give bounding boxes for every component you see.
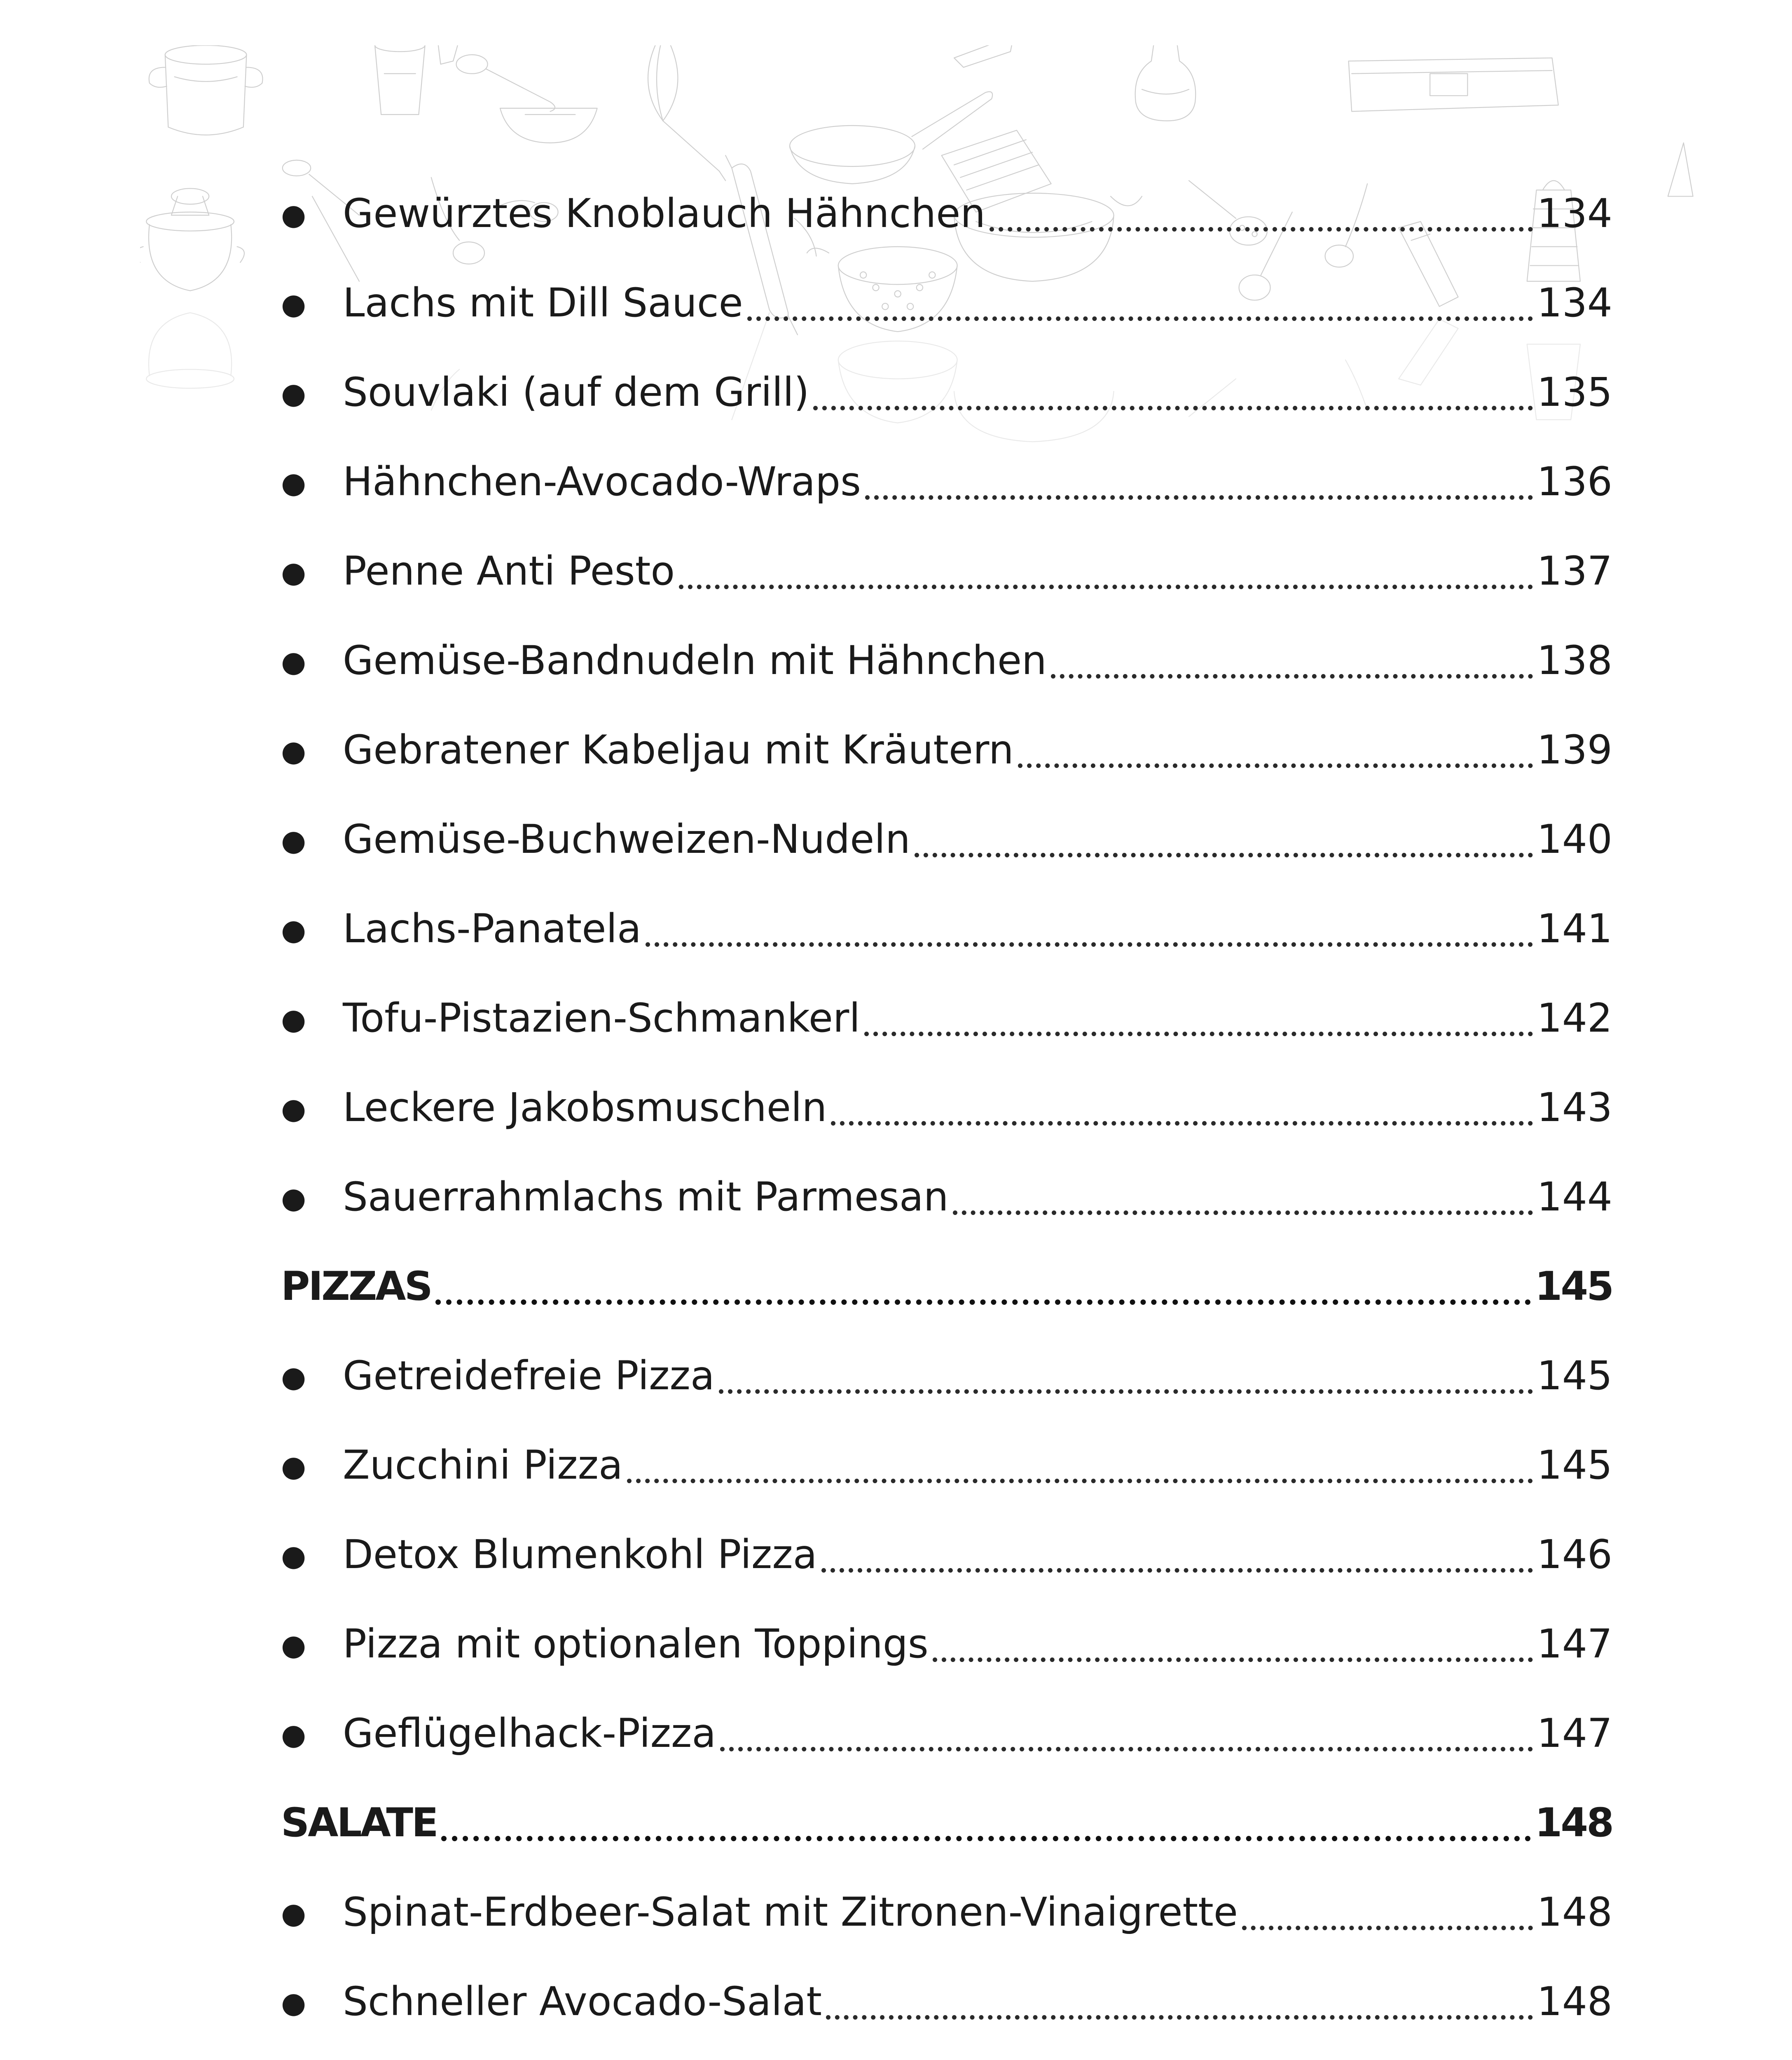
bullet-icon: ●	[281, 1002, 306, 1036]
dot-leader	[646, 942, 1533, 947]
page-number: 145	[1537, 1442, 1612, 1488]
page-number: 138	[1537, 637, 1612, 684]
bullet-icon: ●	[281, 824, 306, 857]
page-number: 139	[1537, 727, 1612, 773]
dot-leader	[831, 1121, 1532, 1126]
dot-leader	[915, 853, 1533, 857]
toc-section-heading	[281, 1778, 1612, 1868]
dot-leader	[747, 316, 1533, 321]
bullet-icon: ●	[281, 1181, 306, 1215]
page-number: 134	[1537, 280, 1612, 326]
entry-title	[343, 2046, 583, 2060]
toc-entry	[281, 884, 1612, 974]
entry-title: Tofu-Pistazien-Schmankerl	[343, 995, 861, 1041]
dot-leader	[933, 1657, 1533, 1662]
page-number: 148	[1537, 1978, 1612, 2025]
page-number	[1537, 2046, 1612, 2060]
toc-entry	[281, 1421, 1612, 1510]
sugar-bowl-icon	[140, 188, 244, 290]
page-number: 141	[1537, 906, 1612, 952]
bullet-icon	[281, 2048, 343, 2060]
dot-leader	[813, 406, 1532, 410]
dot-leader	[953, 1210, 1533, 1215]
entry-title: Detox Blumenkohl Pizza	[343, 1531, 817, 1578]
entry-title: Souvlaki (auf dem Grill)	[343, 369, 809, 415]
toc-entry	[281, 169, 1612, 258]
section-title: PIZZAS	[281, 1263, 431, 1309]
whisk-icon	[648, 45, 725, 180]
toc-entry	[281, 1510, 1612, 1599]
entry-title: Schneller Avocado-Salat	[343, 1978, 822, 2025]
page-number: 143	[1537, 1084, 1612, 1131]
toc-entry	[281, 616, 1612, 705]
entry-title: Zucchini Pizza	[343, 1442, 623, 1488]
entry-title: Gemüse-Bandnudeln mit Hähnchen	[343, 637, 1047, 684]
cooking-pot-icon	[149, 45, 263, 135]
section-title: SALATE	[281, 1800, 437, 1846]
dot-leader	[719, 1389, 1533, 1394]
toc-section-heading	[281, 1242, 1612, 1331]
cake-tin-icon	[1349, 58, 1558, 112]
dot-leader	[627, 1479, 1533, 1483]
dot-leader	[1051, 674, 1533, 679]
bullet-icon: ●	[281, 1986, 306, 2020]
glass-icon	[375, 45, 425, 115]
table-of-contents	[281, 169, 1612, 2060]
bullet-icon: ●	[281, 377, 306, 410]
page-number: 136	[1537, 459, 1612, 505]
dot-leader	[1018, 763, 1533, 768]
page-number: 147	[1537, 1710, 1612, 1756]
dot-leader	[821, 1568, 1533, 1573]
toc-entry	[281, 1063, 1612, 1152]
toc-entry	[281, 1599, 1612, 1689]
toc-entry	[281, 437, 1612, 527]
toc-entry	[281, 974, 1612, 1063]
dot-leader	[441, 1836, 1531, 1841]
toc-entry	[281, 527, 1612, 616]
toc-entry	[281, 1331, 1612, 1421]
toc-entry	[281, 1868, 1612, 1957]
page-number: 148	[1537, 1889, 1612, 1935]
bullet-icon: ●	[281, 1628, 306, 1662]
toc-entry	[281, 1689, 1612, 1778]
bullet-icon: ●	[281, 1360, 306, 1394]
toc-entry	[281, 348, 1612, 437]
entry-title: Gebratener Kabeljau mit Kräutern	[343, 727, 1014, 773]
page-number: 134	[1537, 190, 1612, 236]
dot-leader	[679, 585, 1533, 589]
page-number: 146	[1537, 1531, 1612, 1578]
bullet-icon: ●	[281, 287, 306, 321]
dot-leader	[990, 227, 1533, 232]
entry-title: Spinat-Erdbeer-Salat mit Zitronen-Vinaigrette	[343, 1889, 1238, 1935]
page-number: 135	[1537, 369, 1612, 415]
entry-title: Lachs mit Dill Sauce	[343, 280, 743, 326]
dot-leader	[864, 1032, 1533, 1036]
page-number: 145	[1535, 1263, 1612, 1309]
bullet-icon: ●	[281, 734, 306, 768]
entry-title: Hähnchen-Avocado-Wraps	[343, 459, 861, 505]
bullet-icon: ●	[281, 1539, 306, 1573]
page-number: 137	[1537, 548, 1612, 594]
page-number: 140	[1537, 816, 1612, 862]
page-number: 147	[1537, 1621, 1612, 1667]
entry-title: Penne Anti Pesto	[343, 548, 675, 594]
bullet-icon: ●	[281, 1896, 306, 1930]
bullet-icon: ●	[281, 1092, 306, 1126]
dot-leader	[865, 495, 1533, 500]
toc-entry	[281, 1957, 1612, 2046]
entry-title: Pizza mit optionalen Toppings	[343, 1621, 929, 1667]
toc-entry	[281, 2046, 1612, 2060]
entry-title: Getreidefreie Pizza	[343, 1353, 715, 1399]
toc-entry	[281, 795, 1612, 884]
dot-leader	[1242, 1926, 1533, 1930]
entry-title: Geflügelhack-Pizza	[343, 1710, 716, 1756]
page-number: 148	[1535, 1800, 1612, 1846]
carafe-icon	[1135, 45, 1196, 121]
bullet-icon: ●	[281, 645, 306, 679]
dot-leader	[435, 1299, 1531, 1305]
entry-title: Gemüse-Buchweizen-Nudeln	[343, 816, 910, 862]
toc-entry	[281, 258, 1612, 348]
entry-title: Lachs-Panatela	[343, 906, 641, 952]
page-number: 145	[1537, 1353, 1612, 1399]
bullet-icon: ●	[281, 466, 306, 500]
entry-title: Leckere Jakobsmuscheln	[343, 1084, 827, 1131]
dot-leader	[720, 1747, 1533, 1751]
bullet-icon: ●	[281, 1449, 306, 1483]
toc-entry	[281, 705, 1612, 795]
bullet-icon: ●	[281, 1718, 306, 1751]
page-number: 144	[1537, 1174, 1612, 1220]
bullet-icon: ●	[281, 198, 306, 232]
bullet-icon: ●	[281, 555, 306, 589]
page-number: 142	[1537, 995, 1612, 1041]
dot-leader	[826, 2015, 1533, 2020]
bullet-icon: ●	[281, 913, 306, 947]
entry-title: Sauerrahmlachs mit Parmesan	[343, 1174, 949, 1220]
toc-entry	[281, 1152, 1612, 1242]
entry-title: Gewürztes Knoblauch Hähnchen	[343, 190, 986, 236]
